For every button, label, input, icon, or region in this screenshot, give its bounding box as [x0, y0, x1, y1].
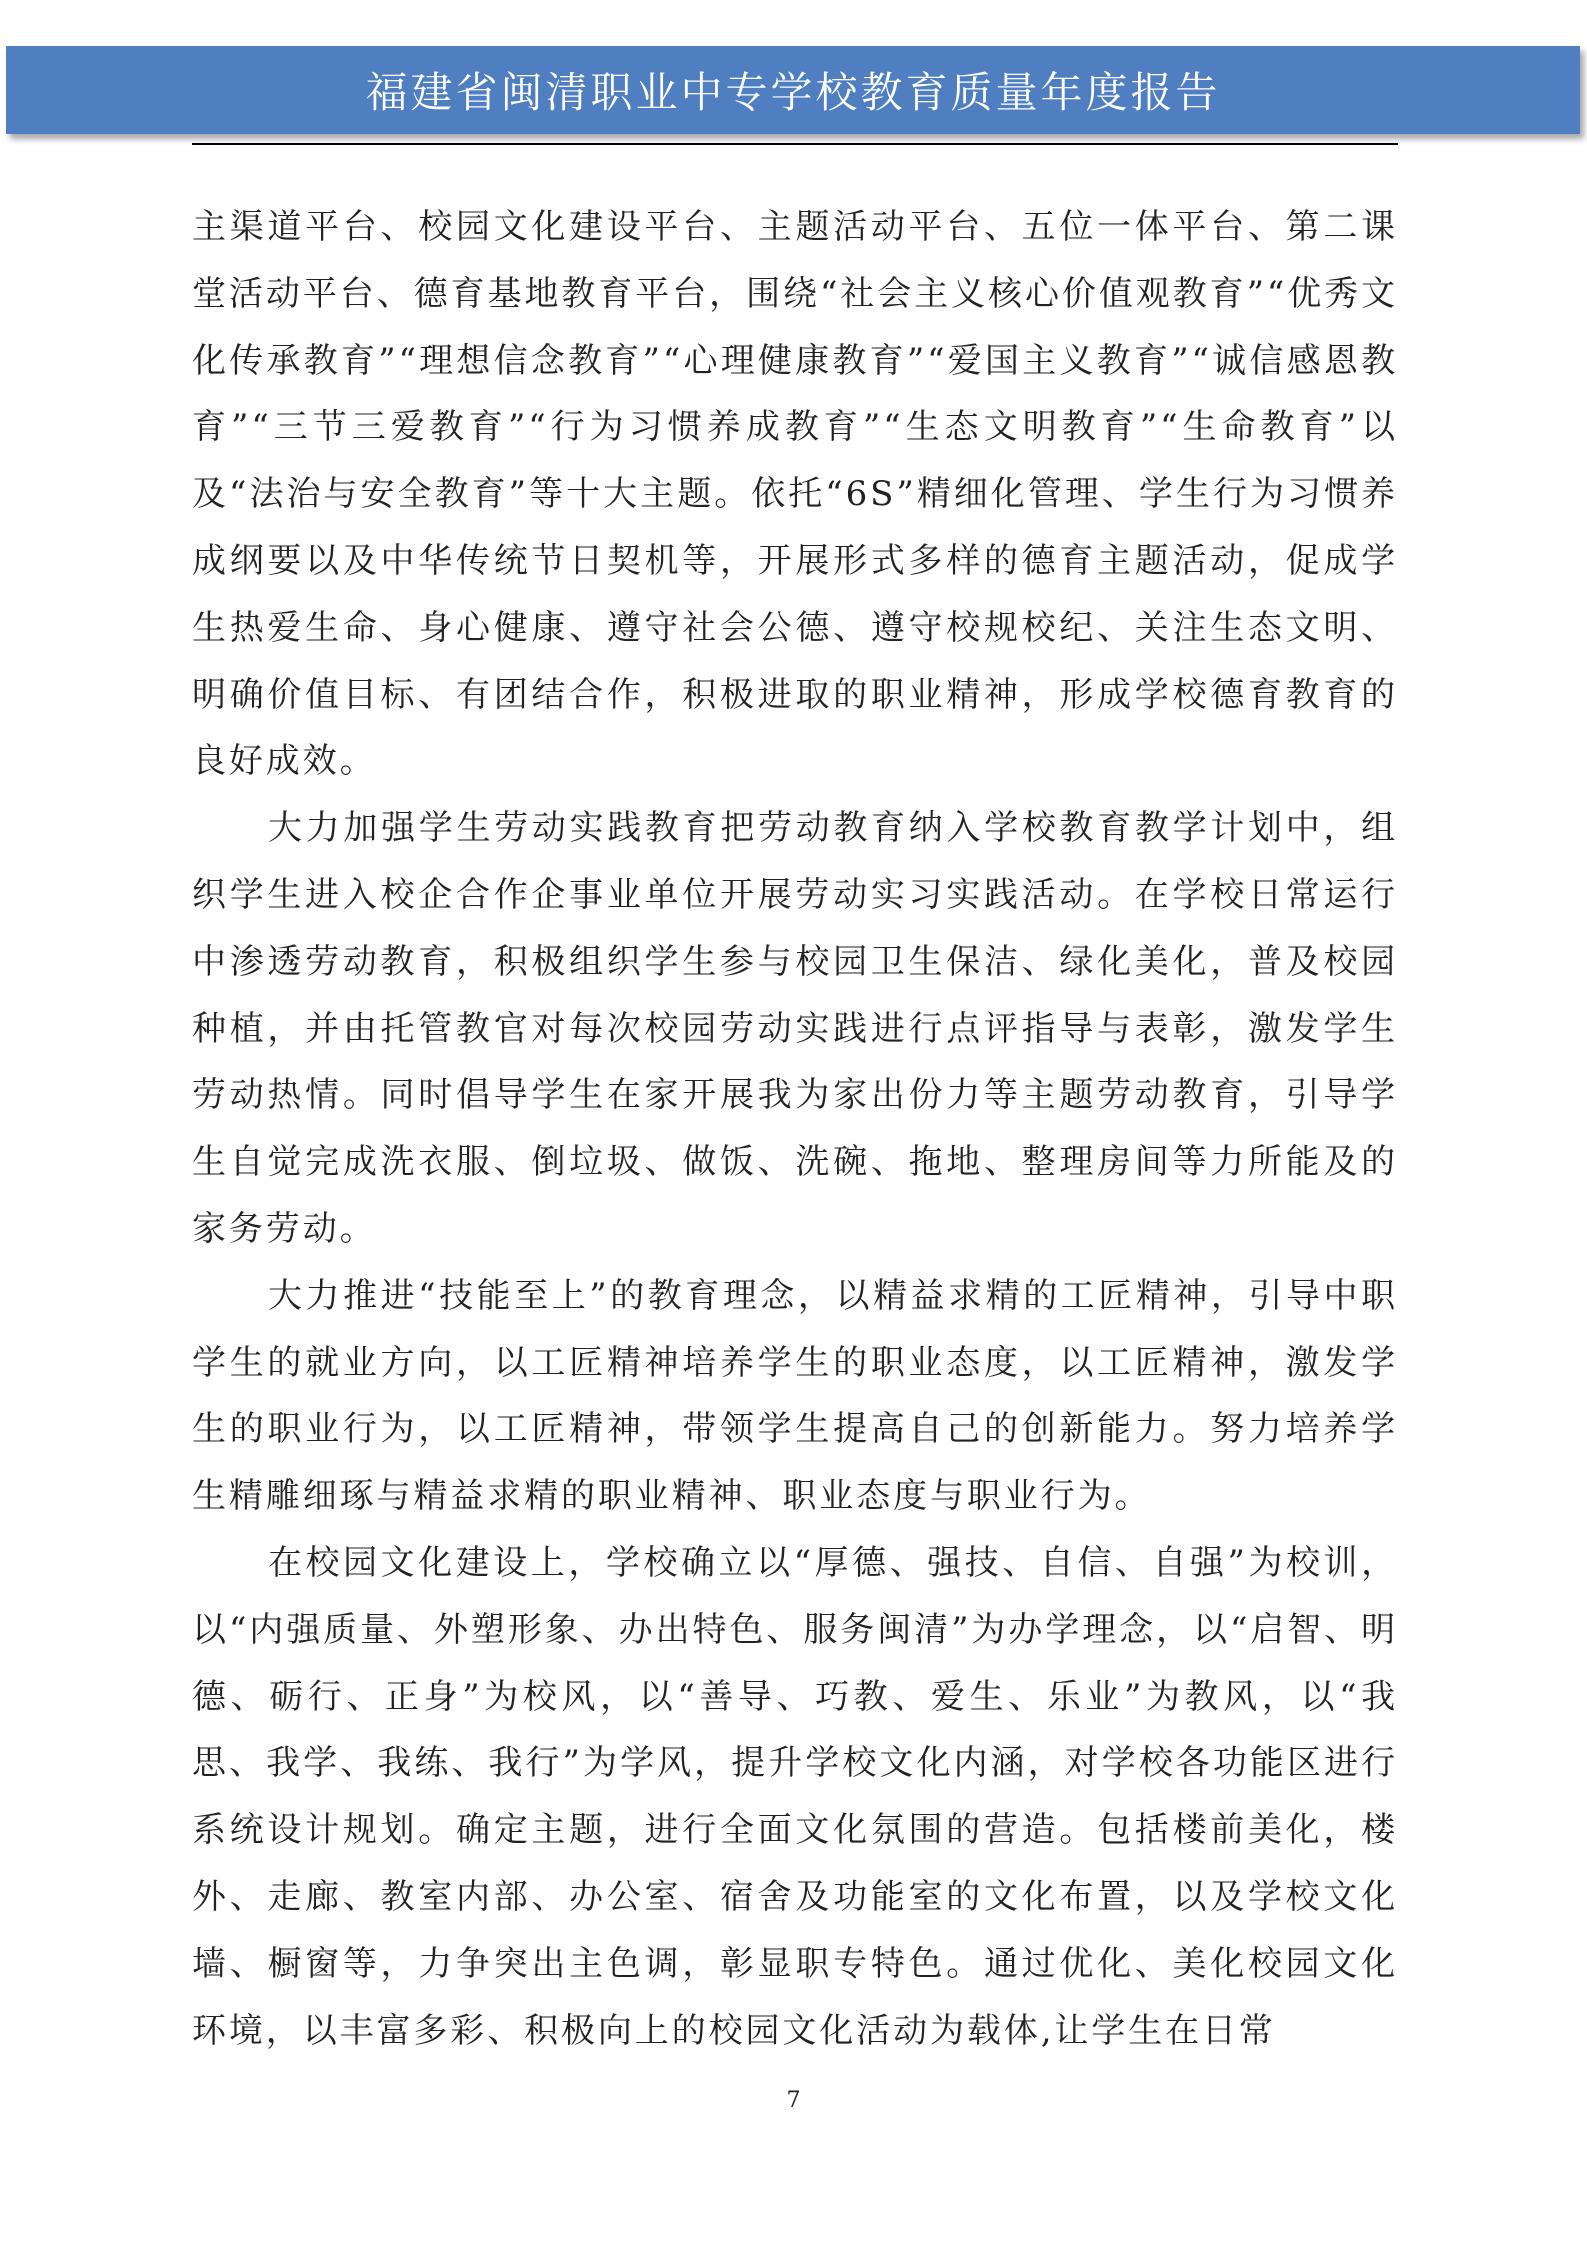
- paragraph-labor-education: 大力加强学生劳动实践教育把劳动教育纳入学校教育教学计划中，组织学生进入校企合作企事业单位开展劳动实习实践活动。在学校日常运行中渗透劳动教育，积极组织学生参与校园卫生保洁、绿化美化，普及校园种植，并由托管教官对每次校园劳动实践进行点评指导与表彰，激发学生劳动热情。同时倡导学生在家开展我为家出份力等主题劳动教育，引导学生自觉完成洗衣服、倒垃圾、做饭、洗碗、拖地、整理房间等力所能及的家务劳动。: [192, 808, 1398, 1249]
- header-divider: [192, 143, 1398, 145]
- paragraph-moral-education: 主渠道平台、校园文化建设平台、主题活动平台、五位一体平台、第二课堂活动平台、德育基地教育平台，围绕“社会主义核心价值观教育”“优秀文化传承教育”“理想信念教育”“心理健康教育”“爱国主义教育”“诚信感恩教育”“三节三爱教育”“行为习惯养成教育”“生态文明教育”“生命教育”以及“法治与安全教育”等十大主题。依托“6S”精细化管理、学生行为习惯养成纲要以及中华传统节日契机等，开展形式多样的德育主题活动，促成学生热爱生命、身心健康、遵守社会公德、遵守校规校纪、关注生态文明、明确价值目标、有团结合作，积极进取的职业精神，形成学校德育教育的良好成效。: [192, 207, 1398, 782]
- page-number: 7: [786, 2088, 801, 2113]
- header-banner: [6, 46, 1580, 134]
- paragraph-campus-culture: 在校园文化建设上，学校确立以“厚德、强技、自信、自强”为校训，以“内强质量、外塑形象、办出特色、服务闽清”为办学理念，以“启智、明德、砺行、正身”为校风，以“善导、巧教、爱生、乐业”为教风，以“我思、我学、我练、我行”为学风，提升学校文化内涵，对学校各功能区进行系统设计规划。确定主题，进行全面文化氛围的营造。包括楼前美化，楼外、走廊、教室内部、办公室、宿舍及功能室的文化布置，以及学校文化墙、橱窗等，力争突出主色调，彰显职专特色。通过优化、美化校园文化环境，以丰富多彩、积极向上的校园文化活动为载体,让学生在日常: [192, 1542, 1398, 2051]
- document-title: 福建省闽清职业中专学校教育质量年度报告: [365, 68, 1221, 117]
- body-text: [192, 194, 1398, 2064]
- paragraph-craftsman-spirit: 大力推进“技能至上”的教育理念，以精益求精的工匠精神，引导中职学生的就业方向，以工匠精神培养学生的职业态度，以工匠精神，激发学生的职业行为，以工匠精神，带领学生提高自己的创新能力。努力培养学生精雕细琢与精益求精的职业精神、职业态度与职业行为。: [192, 1275, 1398, 1517]
